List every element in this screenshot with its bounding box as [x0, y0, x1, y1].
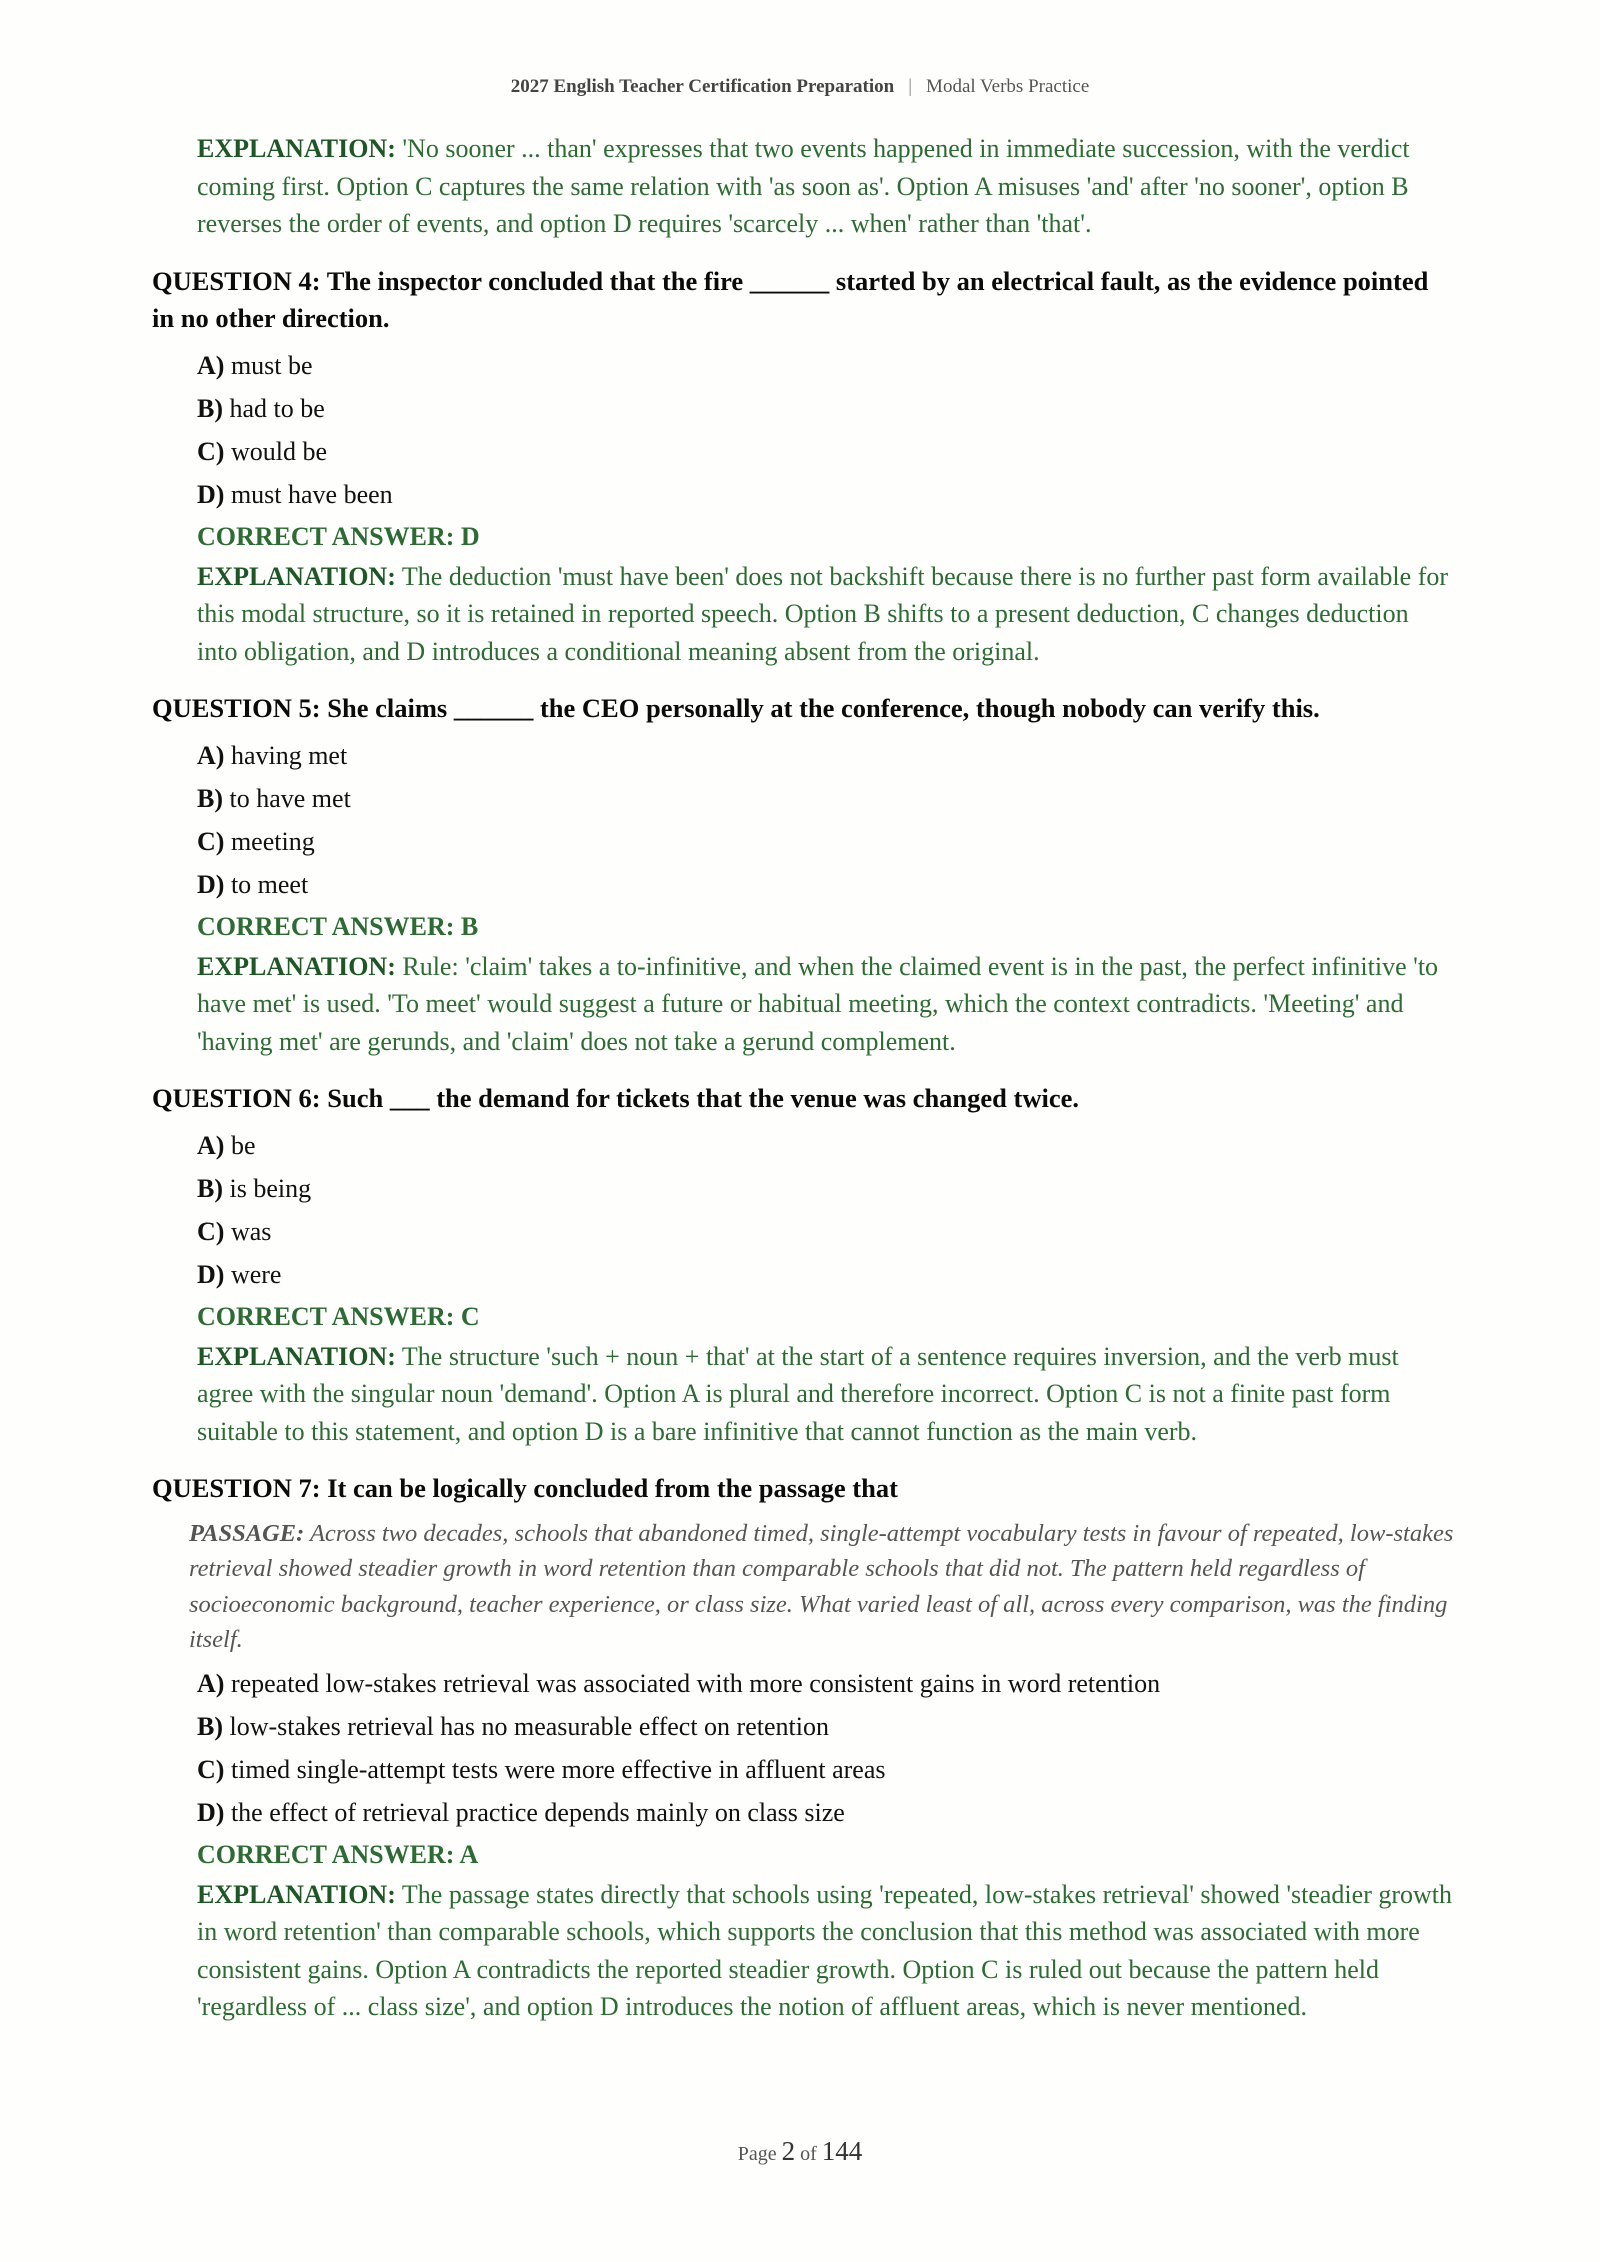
option-text: had to be: [229, 393, 325, 423]
question-block-4: [152, 263, 1452, 671]
option-text: must be: [230, 350, 313, 380]
option-letter: A): [197, 740, 225, 770]
page-number: 2: [781, 2136, 796, 2166]
option-text: repeated low-stakes retrieval was associated with more consistent gains in word retention: [230, 1668, 1161, 1698]
question-heading: QUESTION 6: Such ___ the demand for tickets that the venue was changed twice.: [152, 1083, 1080, 1113]
explanation: [197, 1338, 1452, 1451]
options-list: [197, 734, 1452, 906]
correct-answer: CORRECT ANSWER: A: [197, 1839, 479, 1869]
option-text: would be: [230, 436, 327, 466]
header-separator: |: [908, 76, 913, 97]
question-block-6: [152, 1080, 1452, 1450]
explanation: [197, 1876, 1452, 2026]
option-letter: C): [197, 1216, 225, 1246]
option-text: was: [230, 1216, 272, 1246]
explanation: [197, 948, 1452, 1061]
section-title: Modal Verbs Practice: [926, 76, 1090, 97]
option-letter: D): [197, 869, 225, 899]
option-letter: C): [197, 436, 225, 466]
running-header: [0, 76, 1600, 98]
explanation-q3: [197, 130, 1452, 243]
question-heading: QUESTION 4: The inspector concluded that the fire ______ started by an electrical fault, as the evidence pointed in no other direction.: [152, 265, 1429, 333]
correct-answer: CORRECT ANSWER: C: [197, 1301, 480, 1331]
option-a: [197, 344, 1452, 387]
option-b: [197, 387, 1452, 430]
option-d: [197, 1791, 1452, 1834]
option-a: [197, 1662, 1452, 1705]
option-letter: B): [197, 1711, 223, 1741]
option-letter: A): [197, 350, 225, 380]
page-word: Page: [737, 2143, 777, 2165]
option-text: the effect of retrieval practice depends mainly on class size: [230, 1797, 845, 1827]
option-c: [197, 820, 1452, 863]
option-c: [197, 1748, 1452, 1791]
question-block-7: [152, 1470, 1452, 2026]
option-text: meeting: [230, 826, 315, 856]
option-d: [197, 1253, 1452, 1296]
page-footer: [0, 2136, 1600, 2167]
option-text: to meet: [230, 869, 309, 899]
option-b: [197, 777, 1452, 820]
correct-answer: CORRECT ANSWER: B: [197, 911, 479, 941]
option-text: were: [230, 1259, 282, 1289]
explanation-label: EXPLANATION:: [197, 951, 396, 981]
option-c: [197, 430, 1452, 473]
correct-answer: CORRECT ANSWER: D: [197, 521, 480, 551]
explanation-text: The structure 'such + noun + that' at the start of a sentence requires inversion, and the verb must agree with the singular noun 'demand'. Option A is plural and therefore incorrect. Option C is not a finite past form suitable to this statement, and option D is a bare infinitive that cannot function as the main verb.: [197, 1341, 1399, 1446]
passage-label: PASSAGE:: [189, 1519, 305, 1547]
passage-text: Across two decades, schools that abandoned timed, single-attempt vocabulary tests in favour of repeated, low-stakes retrieval showed steadier growth in word retention than comparable schools that did not. The pattern held regardless of socioeconomic background, teacher experience, or class size. What varied least of all, across every comparison, was the finding itself.: [189, 1519, 1454, 1653]
question-block-5: [152, 690, 1452, 1060]
option-text: is being: [229, 1173, 312, 1203]
option-a: [197, 1124, 1452, 1167]
option-letter: B): [197, 783, 223, 813]
options-list: [197, 1124, 1452, 1296]
option-letter: A): [197, 1130, 225, 1160]
option-letter: D): [197, 1797, 225, 1827]
option-text: having met: [230, 740, 348, 770]
option-b: [197, 1167, 1452, 1210]
explanation: [197, 558, 1452, 671]
explanation-label: EXPLANATION:: [197, 134, 396, 163]
option-d: [197, 473, 1452, 516]
option-text: low-stakes retrieval has no measurable effect on retention: [229, 1711, 829, 1741]
page-content: [152, 130, 1452, 2026]
option-a: [197, 734, 1452, 777]
explanation-label: EXPLANATION:: [197, 561, 396, 591]
option-letter: D): [197, 479, 225, 509]
question-heading: QUESTION 7: It can be logically concluded from the passage that: [152, 1473, 898, 1503]
explanation-text: 'No sooner ... than' expresses that two events happened in immediate succession, with the verdict coming first. Option C captures the same relation with 'as soon as'. Option A misuses 'and' after 'no sooner', option B reverses the order of events, and option D requires 'scarcely ... when' rather than 'that'.: [197, 134, 1410, 238]
explanation-label: EXPLANATION:: [197, 1879, 396, 1909]
option-d: [197, 863, 1452, 906]
option-text: be: [230, 1130, 256, 1160]
option-text: must have been: [230, 479, 393, 509]
explanation-text: Rule: 'claim' takes a to-infinitive, and when the claimed event is in the past, the perfect infinitive 'to have met' is used. 'To meet' would suggest a future or habitual meeting, which the context contradicts. 'Meeting' and 'having met' are gerunds, and 'claim' does not take a gerund complement.: [197, 951, 1439, 1056]
book-title: 2027 English Teacher Certification Preparation: [510, 76, 895, 97]
option-letter: A): [197, 1668, 225, 1698]
question-heading: QUESTION 5: She claims ______ the CEO personally at the conference, though nobody can verify this.: [152, 693, 1320, 723]
explanation-text: The passage states directly that schools using 'repeated, low-stakes retrieval' showed 'steadier growth in word retention' than comparable schools, which supports the conclusion that this method was associated with more consistent gains. Option A contradicts the reported steadier growth. Option C is ruled out because the pattern held 'regardless of ... class size', and option D introduces the notion of affluent areas, which is never mentioned.: [197, 1879, 1453, 2021]
explanation-label: EXPLANATION:: [197, 1341, 396, 1371]
option-text: to have met: [229, 783, 351, 813]
explanation-text: The deduction 'must have been' does not backshift because there is no further past form available for this modal structure, so it is retained in reported speech. Option B shifts to a present deduction, C changes deduction into obligation, and D introduces a conditional meaning absent from the original.: [197, 561, 1449, 666]
option-letter: B): [197, 1173, 223, 1203]
option-text: timed single-attempt tests were more effective in affluent areas: [230, 1754, 886, 1784]
reading-passage: [189, 1516, 1459, 1658]
options-list: [197, 1662, 1452, 1834]
option-letter: D): [197, 1259, 225, 1289]
option-c: [197, 1210, 1452, 1253]
options-list: [197, 344, 1452, 516]
option-b: [197, 1705, 1452, 1748]
option-letter: B): [197, 393, 223, 423]
option-letter: C): [197, 1754, 225, 1784]
of-word: of: [800, 2143, 817, 2165]
total-pages: 144: [821, 2136, 863, 2166]
option-letter: C): [197, 826, 225, 856]
